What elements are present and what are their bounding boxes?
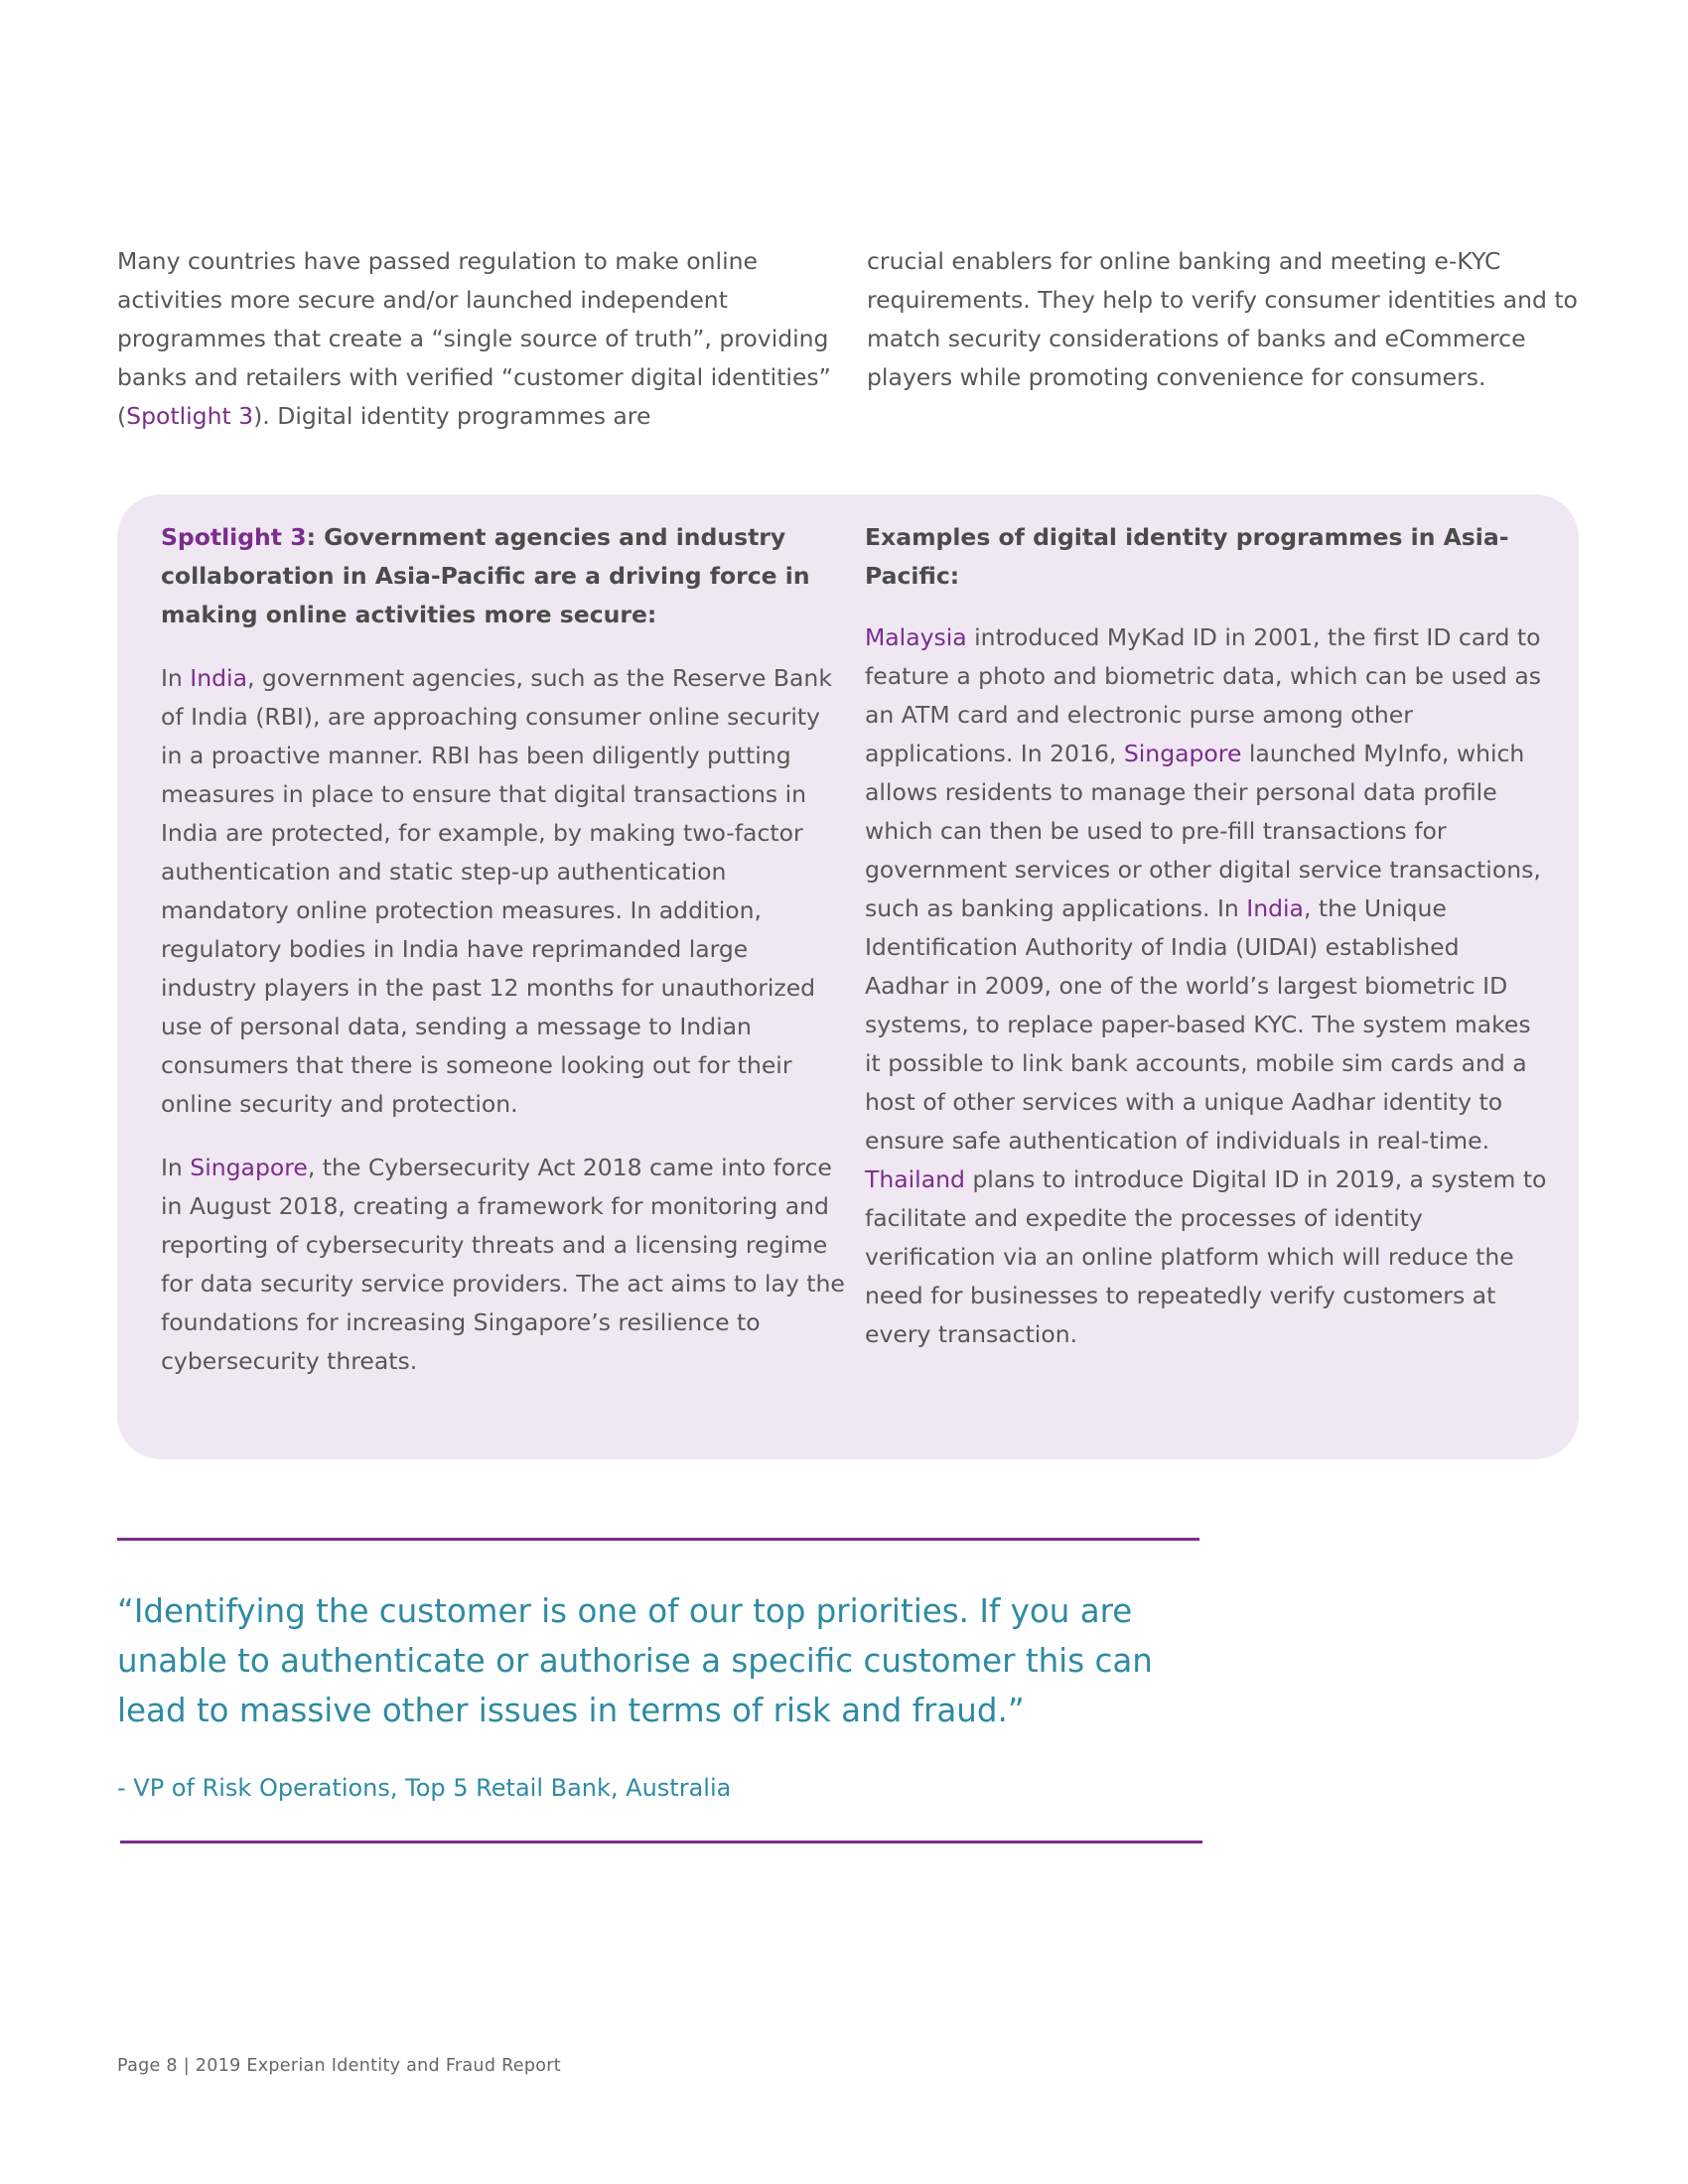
- quote-attribution: - VP of Risk Operations, Top 5 Retail Bank, Australia: [117, 1774, 732, 1802]
- page-footer: Page 8 | 2019 Experian Identity and Fraud Report: [117, 2056, 561, 2076]
- examples-paragraph: [865, 618, 1550, 1354]
- intro-paragraph-left: [117, 242, 852, 436]
- spotlight-heading-text: : Government agencies and industry collaboration in Asia-Pacific are a driving force in making online activities more secure:: [161, 523, 810, 628]
- country-india-2: India: [1246, 894, 1304, 922]
- intro-paragraph-right: crucial enablers for online banking and meeting e-KYC requirements. They help to verify consumer identities and to match security considerations of banks and eCommerce players while promoting convenience for consumers.: [867, 247, 1578, 391]
- india-text: , government agencies, such as the Reserve Bank of India (RBI), are approaching consumer online security in a proactive manner. RBI has been diligently putting measures in place to ensure that digital transactions in India are protected, for example, by making two-factor authentication and static step-up authentication mandatory online protection measures. In addition, regulatory bodies in India have reprimanded large industry players in the past 12 months for unauthorized use of personal data, sending a message to Indian consumers that there is someone looking out for their online security and protection.: [161, 664, 832, 1118]
- examples-text-4: plans to introduce Digital ID in 2019, a system to facilitate and expedite the processes of identity verification via an online platform which will reduce the need for businesses to repeatedly verify customers at every transaction.: [865, 1165, 1547, 1348]
- spotlight-label: Spotlight 3: [161, 523, 307, 551]
- singapore-text: , the Cybersecurity Act 2018 came into force in August 2018, creating a framework for monitoring and reporting of cybersecurity threats and a licensing regime for data security service providers. The act aims to lay the foundations for increasing Singapore’s resilience to cybersecurity threats.: [161, 1154, 845, 1375]
- singapore-paragraph: [161, 1149, 846, 1381]
- examples-text-3: , the Unique Identification Authority of India (UIDAI) established Aadhar in 2009, one of the world’s largest biometric ID systems, to replace paper-based KYC. The system makes it possible to link bank accounts, mobile sim cards and a host of other services with a unique Aadhar identity to ensure safe authentication of individuals in real-time.: [865, 894, 1531, 1155]
- singapore-pre: In: [161, 1154, 191, 1181]
- intro-left-text-end: ). Digital identity programmes are: [253, 402, 651, 430]
- country-india: India: [190, 664, 247, 692]
- pull-quote: “Identifying the customer is one of our top priorities. If you are unable to authenticate or authorise a specific customer this can lead to massive other issues in terms of risk and fraud.”: [117, 1592, 1153, 1729]
- quote-rule-top: [117, 1538, 1199, 1541]
- country-singapore-2: Singapore: [1123, 740, 1242, 767]
- spotlight-left-column: [161, 518, 846, 1381]
- country-malaysia: Malaysia: [865, 623, 967, 651]
- spotlight-right-column: [865, 518, 1550, 1354]
- examples-text-2: launched MyInfo, which allows residents to manage their personal data profile which can then be used to pre-fill transactions for government services or other digital service transactions, such as banking applications. In: [865, 740, 1541, 922]
- country-singapore: Singapore: [190, 1154, 308, 1181]
- country-thailand: Thailand: [865, 1165, 965, 1193]
- quote-rule-bottom: [120, 1841, 1202, 1843]
- india-pre: In: [161, 664, 191, 692]
- india-paragraph: [161, 659, 846, 1124]
- spotlight-3-link[interactable]: Spotlight 3: [126, 402, 254, 430]
- intro-left-text: Many countries have passed regulation to make online activities more secure and/or launched independent programmes that create a “single source of truth”, providing banks and retailers with verified “customer digital identities” (: [117, 247, 831, 430]
- examples-text-1: introduced MyKad ID in 2001, the first ID card to feature a photo and biometric data, which can be used as an ATM card and electronic purse among other applications. In 2016,: [865, 623, 1542, 767]
- spotlight-heading: [161, 518, 846, 634]
- examples-heading: Examples of digital identity programmes in Asia-Pacific:: [865, 523, 1509, 590]
